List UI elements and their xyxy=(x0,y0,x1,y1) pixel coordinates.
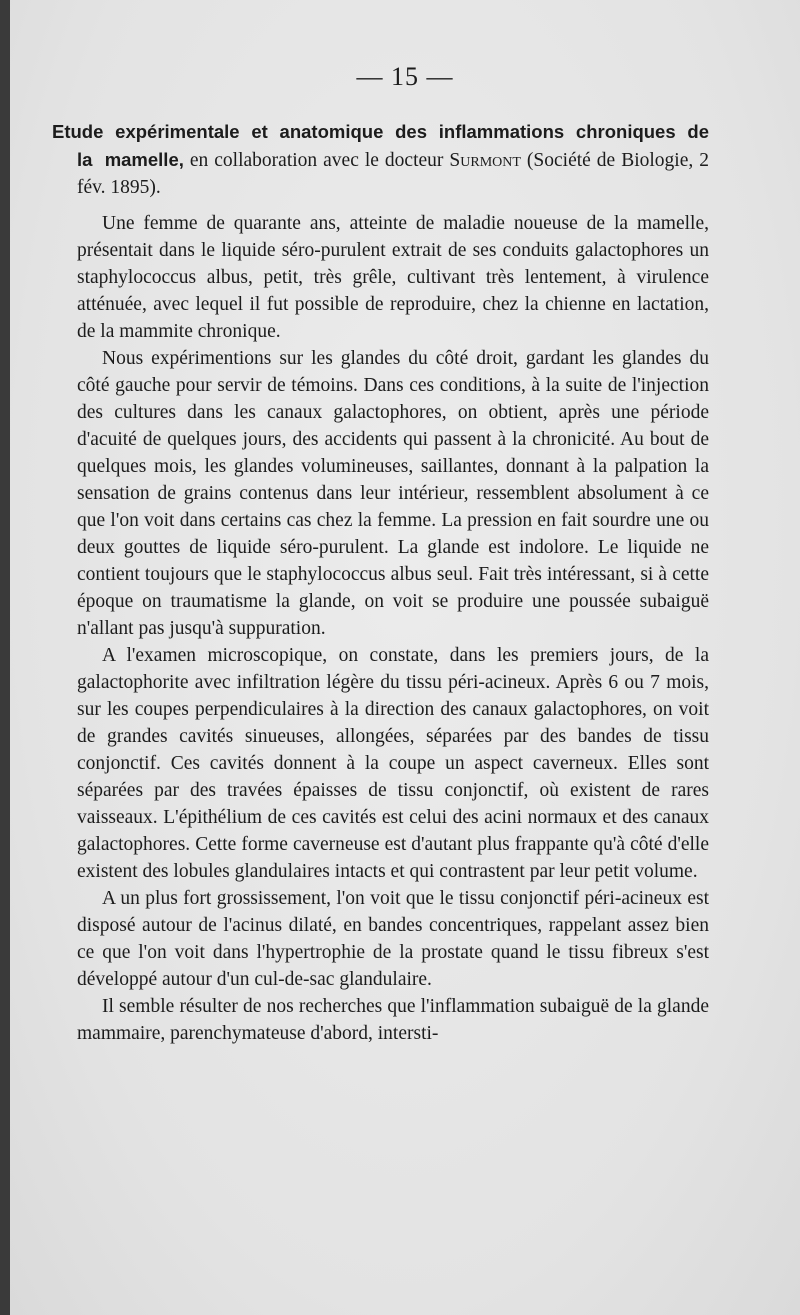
heading-title: Etude expérimentale et anatomique des inflammations chroniques de la mamelle, xyxy=(52,121,709,170)
paragraph-1: Une femme de quarante ans, atteinte de maladie noueuse de la mamelle, présentait dans le liquide séro-purulent extrait de ses conduits galactophores un staphylococcus albus, petit, très grêle, cultivant très lentement, à virulence atténuée, avec lequel il fut possible de reproduire, chez la chienne en lactation, de la mammite chronique. xyxy=(77,213,709,342)
page-number: — 15 — xyxy=(356,62,454,91)
paragraph-4: A un plus fort grossissement, l'on voit que le tissu conjonctif péri-acineux est disposé autour de l'acinus dilaté, en bandes concentriques, rappelant assez bien ce que l'on voit dans l'hypertrophie de la prostate quand le tissu fibreux s'est développé autour d'un cul-de-sac glandulaire. xyxy=(77,888,709,990)
heading-title-continuation: en collaboration avec le docteur xyxy=(183,150,444,171)
section-heading xyxy=(52,118,709,201)
heading-author: Surmont xyxy=(449,150,521,171)
paragraph-5: Il semble résulter de nos recherches que l'inflammation subaiguë de la glande mammaire, parenchymateuse d'abord, intersti- xyxy=(77,996,709,1044)
paragraph-3: A l'examen microscopique, on constate, dans les premiers jours, de la galactophorite avec infiltration légère du tissu péri-acineux. Après 6 ou 7 mois, sur les coupes perpendiculaires à la direction des canaux galactophores, on voit de grandes cavités sinueuses, allongées, séparées par des bandes de tissu conjonctif. Ces cavités donnent à la coupe un aspect caverneux. Elles sont séparées par des travées épaisses de tissu conjonctif, où existent de rares vaisseaux. L'épithélium de ces cavités est celui des acini normaux et des canaux galactophores. Cette forme caverneuse est d'autant plus frappante qu'à côté d'elle existent des lobules glandulaires intacts et qui contrastent par leur petit volume. xyxy=(77,645,709,882)
heading-citation: (Société de Biologie, 2 fév. 1895). xyxy=(77,150,709,198)
body-text xyxy=(77,210,709,1047)
document-page xyxy=(10,0,800,1315)
paragraph-2: Nous expérimentions sur les glandes du côté droit, gardant les glandes du côté gauche pour servir de témoins. Dans ces conditions, à la suite de l'injection des cultures dans les canaux galactophores, on obtient, après une période d'acuité de quelques jours, des accidents qui passent à la chronicité. Au bout de quelques mois, les glandes volumineuses, saillantes, donnant à la palpation la sensation de grains contenus dans leur intérieur, ressemblent absolument à ce que l'on voit dans certains cas chez la femme. La pression en fait sourdre une ou deux gouttes de liquide séro-purulent. La glande est indolore. Le liquide ne contient toujours que le staphylococcus albus seul. Fait très intéressant, si à cette époque on traumatisme la glande, on voit se produire une poussée subaiguë n'allant pas jusqu'à suppuration. xyxy=(77,348,709,639)
